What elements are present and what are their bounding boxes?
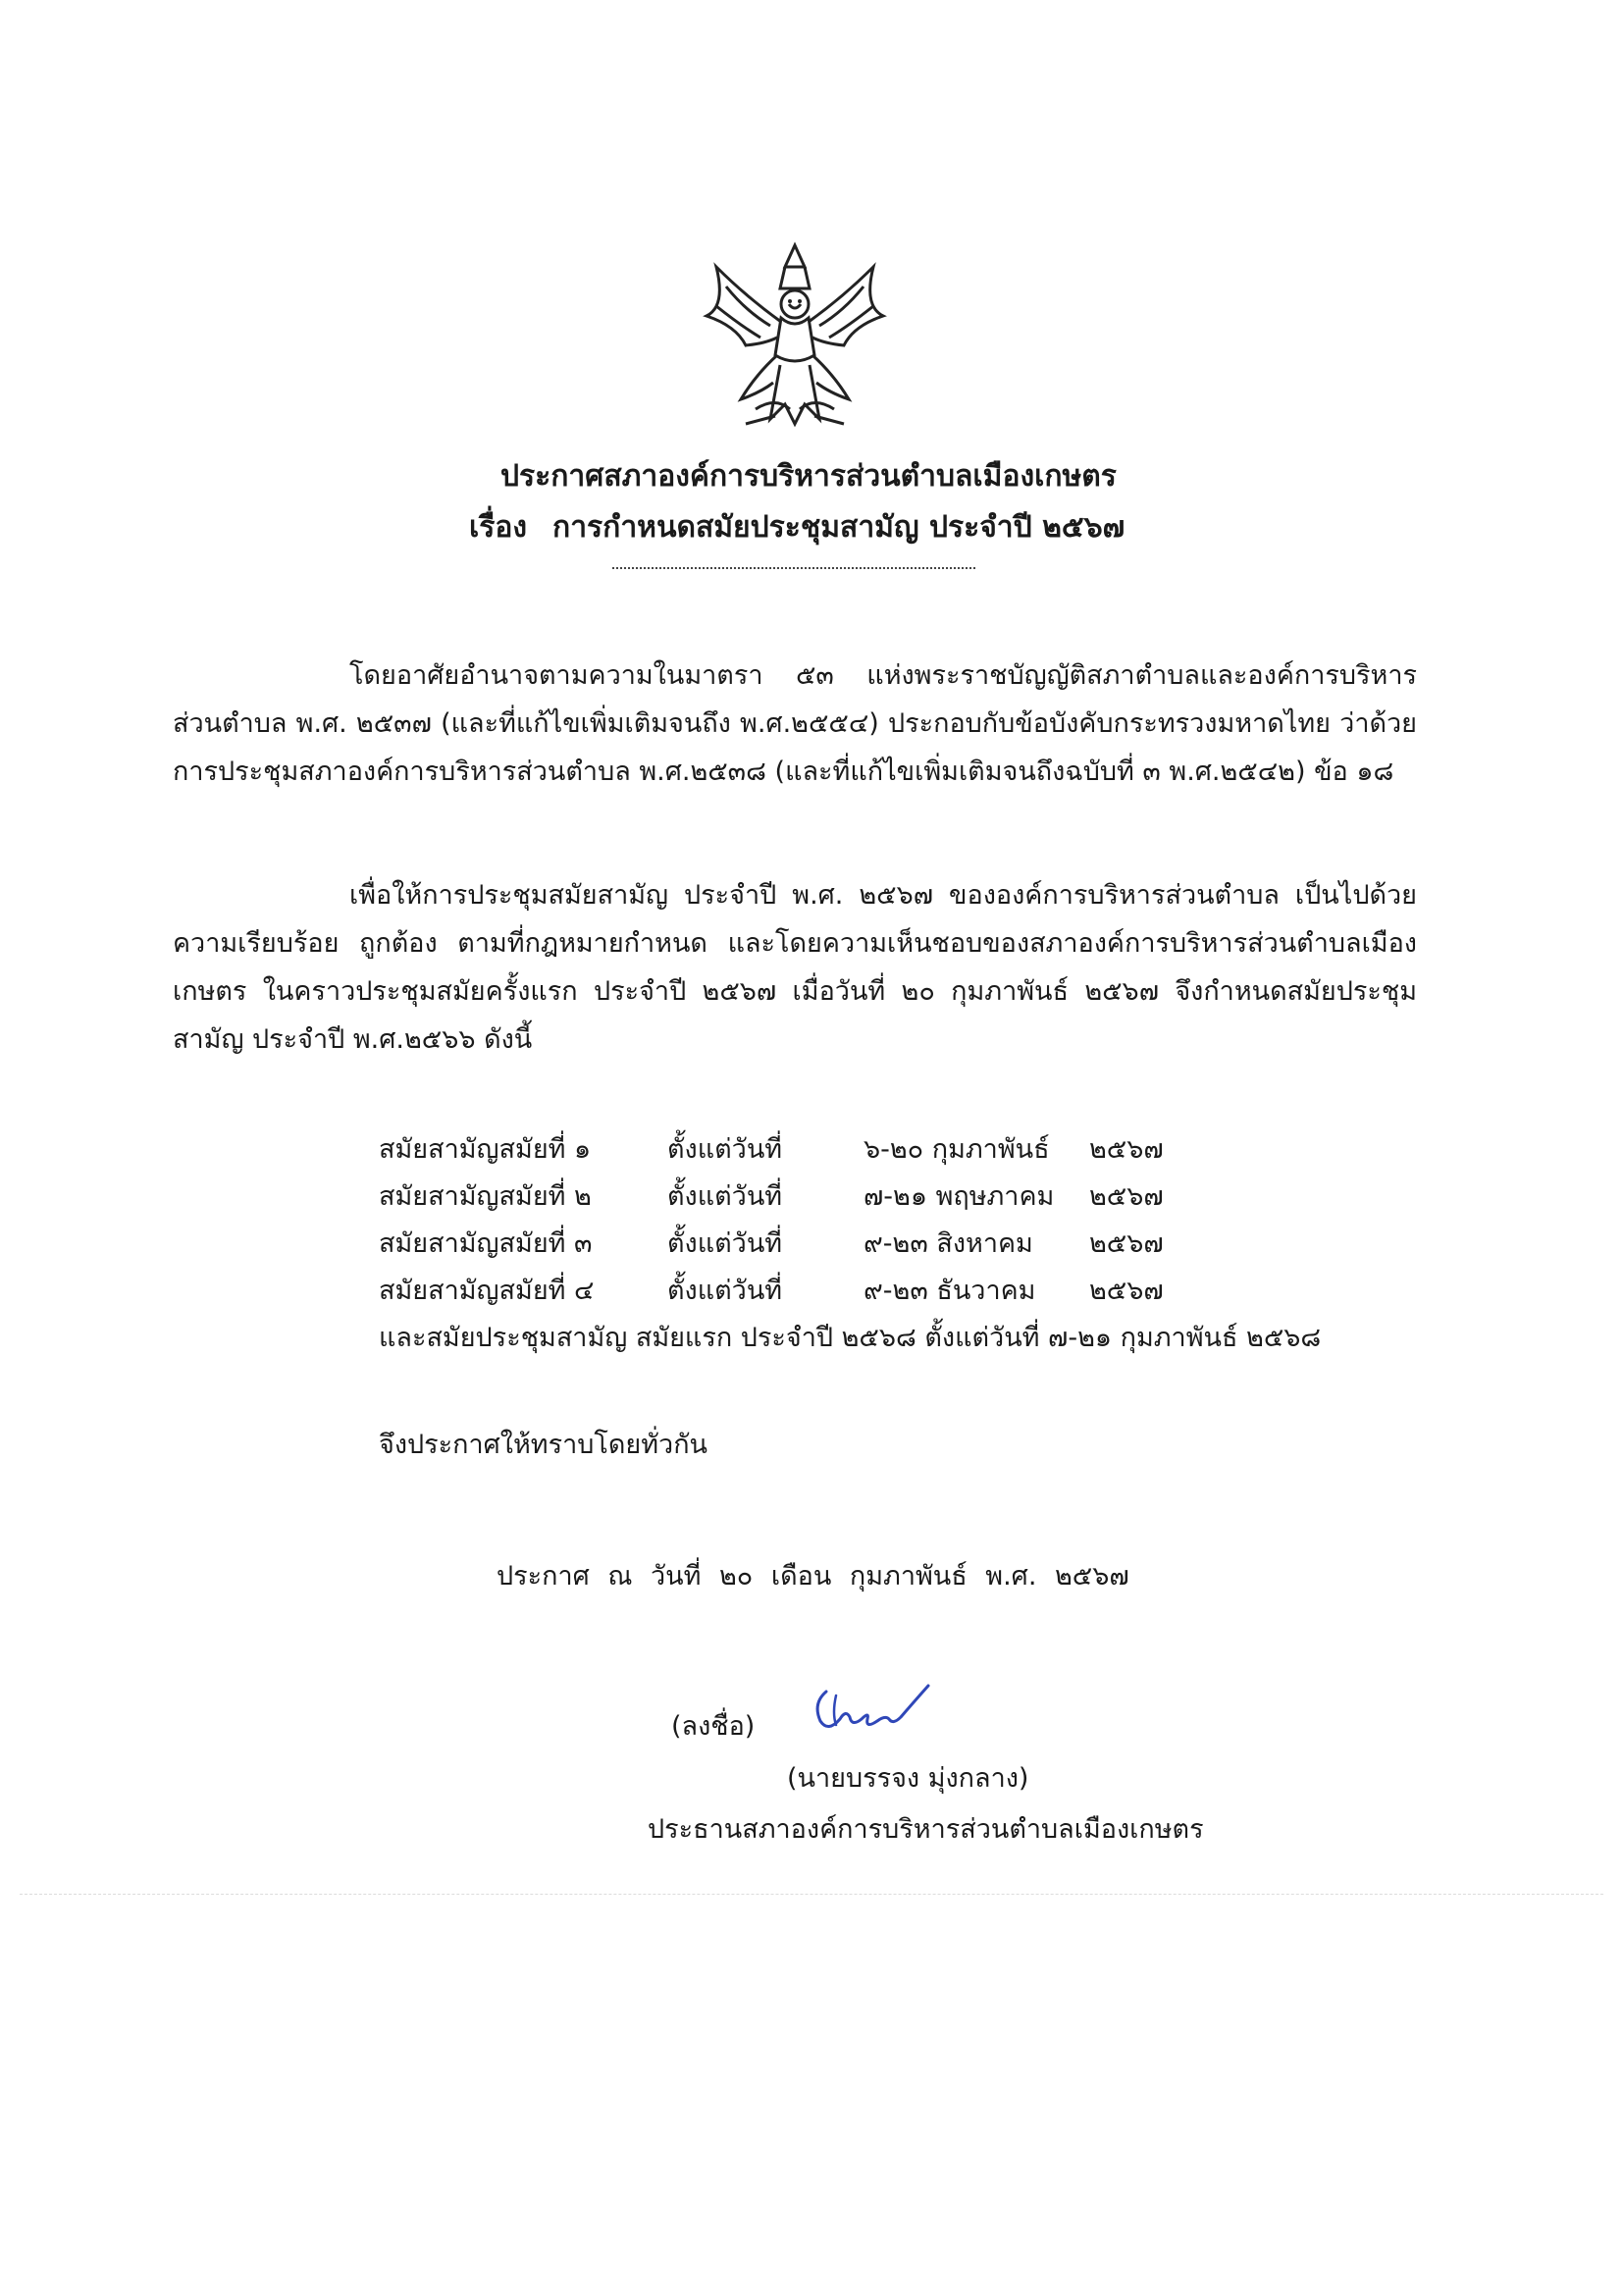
signature-image <box>807 1674 934 1743</box>
session-days: ๙-๒๓ ธันวาคม <box>864 1276 1036 1306</box>
body-paragraph-2 <box>173 871 1417 1064</box>
garuda-emblem-icon <box>687 228 903 444</box>
session-from-label: ตั้งแต่วันที่ <box>667 1181 783 1212</box>
subject-text: การกำหนดสมัยประชุมสามัญ ประจำปี ๒๕๖๗ <box>552 510 1126 545</box>
scan-edge-divider <box>20 1894 1603 1895</box>
session-from-label: ตั้งแต่วันที่ <box>667 1228 783 1259</box>
session-days: ๙-๒๓ สิงหาคม <box>864 1228 1033 1259</box>
next-year-session-note: และสมัยประชุมสามัญ สมัยแรก ประจำปี ๒๕๖๘ ตั้งแต่วันที่ ๗-๒๑ กุมภาพันธ์ ๒๕๖๘ <box>379 1323 1322 1353</box>
session-year: ๒๕๖๗ <box>1089 1134 1164 1165</box>
schedule-row <box>379 1126 1321 1174</box>
paragraph-2-text: เพื่อให้การประชุมสมัยสามัญ ประจำปี พ.ศ. ๒๕๖๗ ขององค์การบริหารส่วนตำบล เป็นไปด้วยความเรียบร้อย ถูกต้อง ตามที่กฎหมายกำหนด และโดยความเห็นชอบของสภาองค์การบริหารส่วนตำบลเมืองเกษตร ในคราวประชุมสมัยครั้งแรก ประจำปี ๒๕๖๗ เมื่อวันที่ ๒๐ กุมภาพันธ์ ๒๕๖๗ จึงกำหนดสมัยประชุมสามัญ ประจำปี พ.ศ.๒๕๖๖ ดังนี้ <box>173 880 1417 1055</box>
announce-statement: จึงประกาศให้ทราบโดยทั่วกัน <box>379 1430 707 1460</box>
signer-name: (นายบรรจง มุ่งกลาง) <box>787 1763 1029 1794</box>
announcement-title: ประกาศสภาองค์การบริหารส่วนตำบลเมืองเกษตร <box>500 459 1117 494</box>
session-days: ๗-๒๑ พฤษภาคม <box>864 1181 1055 1212</box>
schedule-row <box>379 1174 1321 1221</box>
session-schedule <box>379 1126 1321 1362</box>
signer-position: ประธานสภาองค์การบริหารส่วนตำบลเมืองเกษตร <box>648 1814 1204 1845</box>
session-name: สมัยสามัญสมัยที่ ๓ <box>379 1228 593 1259</box>
subject-label: เรื่อง <box>469 510 528 545</box>
session-days: ๖-๒๐ กุมภาพันธ์ <box>864 1134 1050 1165</box>
session-year: ๒๕๖๗ <box>1089 1228 1164 1259</box>
session-from-label: ตั้งแต่วันที่ <box>667 1276 783 1306</box>
session-name: สมัยสามัญสมัยที่ ๑ <box>379 1134 592 1165</box>
session-name: สมัยสามัญสมัยที่ ๔ <box>379 1276 595 1306</box>
announcement-subject <box>469 504 1125 550</box>
body-paragraph-1 <box>173 652 1417 796</box>
schedule-row <box>379 1268 1321 1315</box>
session-year: ๒๕๖๗ <box>1089 1276 1164 1306</box>
session-from-label: ตั้งแต่วันที่ <box>667 1134 783 1165</box>
session-year: ๒๕๖๗ <box>1089 1181 1164 1212</box>
title-divider <box>612 567 975 569</box>
sign-label: (ลงชื่อ) <box>671 1711 756 1742</box>
schedule-row <box>379 1221 1321 1268</box>
announcement-date: ประกาศ ณ วันที่ ๒๐ เดือน กุมภาพันธ์ พ.ศ. ๒๕๖๗ <box>497 1561 1129 1592</box>
paragraph-1-text: โดยอาศัยอำนาจตามความในมาตรา ๕๓ แห่งพระราชบัญญัติสภาตำบลและองค์การบริหารส่วนตำบล พ.ศ. ๒๕๓๗ (และที่แก้ไขเพิ่มเติมจนถึง พ.ศ.๒๕๕๔) ประกอบกับข้อบังคับกระทรวงมหาดไทย ว่าด้วยการประชุมสภาองค์การบริหารส่วนตำบล พ.ศ.๒๕๓๘ (และที่แก้ไขเพิ่มเติมจนถึงฉบับที่ ๓ พ.ศ.๒๕๔๒) ข้อ ๑๘ <box>173 660 1417 787</box>
session-name: สมัยสามัญสมัยที่ ๒ <box>379 1181 592 1212</box>
